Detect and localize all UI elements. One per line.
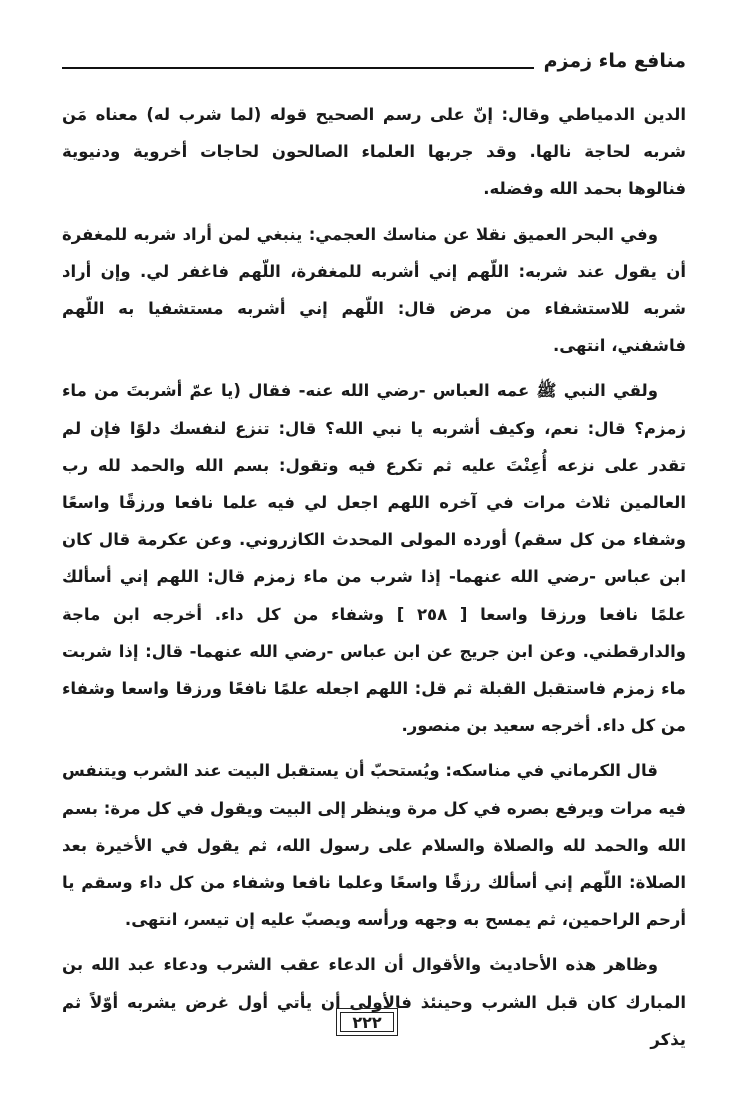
paragraph: ولقي النبي ﷺ عمه العباس -رضي الله عنه- فقال (يا عمّ أشربتَ من ماء زمزم؟ قال: نعم، وكيف أشربه يا نبي الله؟ قال: تنزع لنفسك دلوًا فإن لم تقدر على نزعه أُعِنْتَ عليه ثم تكرع فيه وتقول: بسم الله والحمد لله رب العالمين ثلاث مرات في آخره اللهم اجعل لي فيه علما نافعا ورزقًا واسعًا وشفاء من كل سقم) أورده المولى المحدث الكازروني. وعن عكرمة قال كان ابن عباس -رضي الله عنهما- إذا شرب من ماء زمزم قال: اللهم إني أسألك علمًا نافعا ورزقا واسعا [ ٢٥٨ ] وشفاء من كل داء. أخرجه ابن ماجة والدارقطني. وعن ابن جريج عن ابن عباس -رضي الله عنهما- قال: إذا شربت ماء زمزم فاستقبل القبلة ثم قل: اللهم اجعله علمًا نافعًا ورزقا واسعا وشفاء من كل داء. أخرجه سعيد بن منصور.: [62, 381, 686, 736]
page-header: [62, 46, 686, 76]
paragraph: الدين الدمياطي وقال: إنّ على رسم الصحيح قوله (لما شرب له) معناه مَن شربه لحاجة نالها. وقد جربها العلماء الصالحون لحاجات أخروية ودنيوية فنالوها بحمد الله وفضله.: [62, 105, 686, 199]
running-title: منافع ماء زمزم: [543, 50, 686, 72]
paragraph: وظاهر هذه الأحاديث والأقوال أن الدعاء عقب الشرب ودعاء عبد الله بن المبارك كان قبل الشرب وحينئذ فالأولى أن يأتي أول غرض يشربه أوّلاً ثم يذكر: [62, 955, 686, 1049]
paragraph: قال الكرماني في مناسكه: ويُستحبّ أن يستقبل البيت عند الشرب ويتنفس فيه مرات ويرفع بصره في كل مرة وينظر إلى البيت ويقول في كل مرة: بسم الله والحمد لله والصلاة والسلام على رسول الله، ثم يقول في الأخيرة بعد الصلاة: اللّهم إني أسألك رزقًا واسعًا وعلما نافعا وشفاء من كل داء وسقم يا أرحم الراحمين، ثم يمسح به وجهه ورأسه ويصبّ عليه إن تيسر، انتهى.: [62, 761, 686, 930]
paragraph: وفي البحر العميق نقلا عن مناسك العجمي: ينبغي لمن أراد شربه للمغفرة أن يقول عند شربه: اللّهم إني أشربه للمغفرة، اللّهم فاغفر لي. وإن أراد شربه للاستشفاء من مرض قال: اللّهم إني أشربه مستشفيا به اللّهم فاشفني، انتهى.: [62, 224, 686, 356]
header-rule: [62, 67, 534, 69]
page-body: [62, 96, 686, 1066]
page-number: ٢٢٢: [336, 1008, 398, 1036]
